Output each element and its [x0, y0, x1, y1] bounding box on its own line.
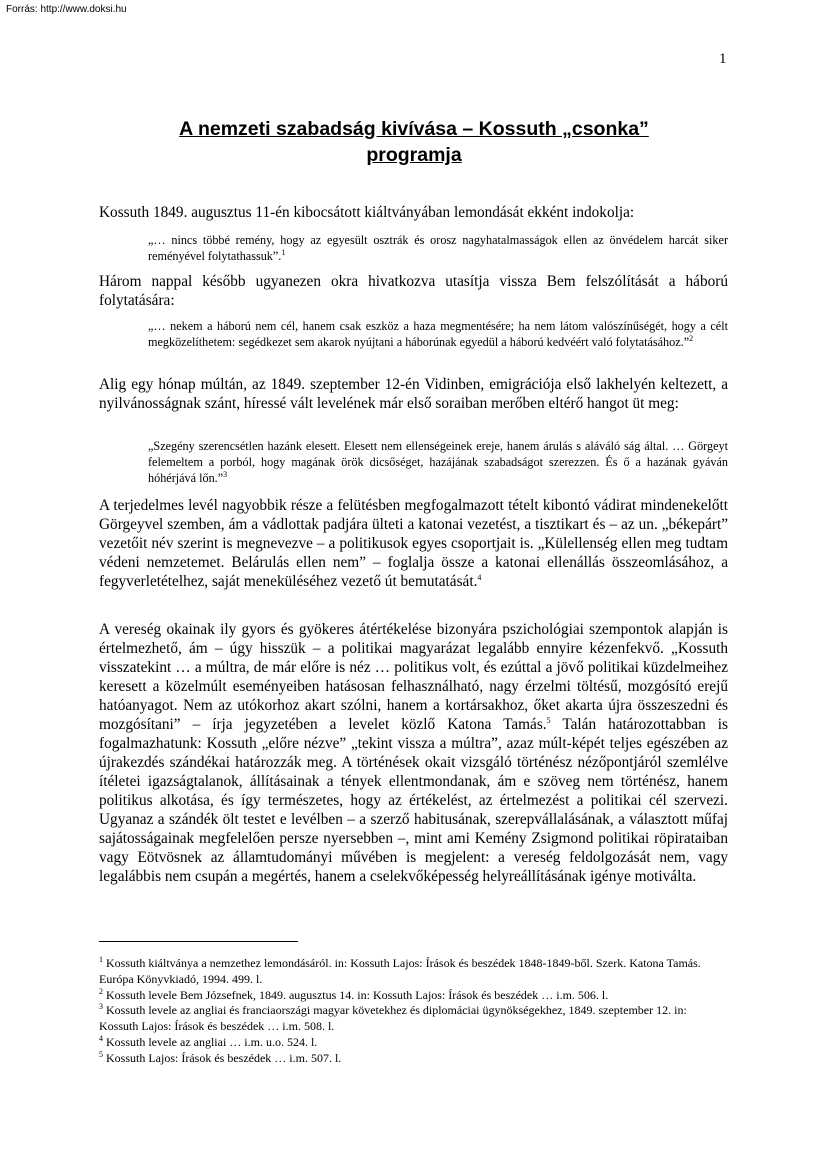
footnote-ref-5: 5	[546, 715, 551, 725]
quote-1-text: „… nincs többé remény, hogy az egyesült osztrák és orosz nagyhatalmasságok ellen az önvédelem harcát siker reményével folytathassuk”.	[148, 233, 728, 263]
title-line-1: A nemzeti szabadság kivívása – Kossuth „csonka”	[179, 118, 649, 140]
quote-2-text: „… nekem a háború nem cél, hanem csak eszköz a haza megmentésére; ha nem látom valószínűségét, hogy a célt megközelíthetem: segédkezet sem akarok nyújtani a háborúnak egyedül a háború kedvéért való folytatásához.”	[148, 319, 728, 349]
footnote-number: 2	[99, 986, 103, 996]
footnote-ref-1: 1	[281, 247, 286, 257]
paragraph-5	[99, 620, 728, 886]
paragraph-3-text: Alig egy hónap múltán, az 1849. szeptember 12-én Vidinben, emigrációja első lakhelyén keltezett, a nyilvánosságnak szánt, híressé vált levelének már első soraiban merőben eltérő hangot üt meg:	[99, 376, 728, 412]
source-url: Forrás: http://www.doksi.hu	[6, 4, 127, 15]
paragraph-2	[99, 272, 728, 310]
footnote-text: Kossuth Lajos: Írások és beszédek … i.m. 507. l.	[103, 1050, 342, 1065]
footnote-divider	[99, 941, 298, 942]
footnote-text: Kossuth kiáltványa a nemzethez lemondásáról. in: Kossuth Lajos: Írások és beszédek 1848-1849-ből. Szerk. Katona Tamás. Európa Könyvkiadó, 1994. 499. l.	[99, 956, 701, 986]
footnote-3	[99, 1003, 728, 1035]
footnote-ref-4: 4	[477, 572, 482, 582]
page-title	[120, 116, 708, 168]
footnote-text: Kossuth levele Bem Józsefnek, 1849. augusztus 14. in: Kossuth Lajos: Írások és beszédek … i.m. 506. l.	[103, 987, 609, 1002]
paragraph-3	[99, 375, 728, 413]
quote-3	[148, 438, 728, 486]
footnote-text: Kossuth levele az angliai … i.m. u.o. 524. l.	[103, 1034, 318, 1049]
quote-2	[148, 318, 728, 350]
title-line-2: programja	[366, 144, 462, 166]
paragraph-1	[99, 203, 728, 222]
footnote-text: Kossuth levele az angliai és franciaországi magyar követekhez és diplomáciai ügynökségekhez, 1849. szeptember 12. in: Kossuth Lajos: Írások és beszédek … i.m. 508. l.	[99, 1003, 687, 1034]
footnote-number: 5	[99, 1049, 103, 1059]
paragraph-5-text-b: Talán határozottabban is fogalmazhatunk: Kossuth „előre nézve” „tekint vissza a múltra”, azaz múlt-képét teljes egészében az újrakezdés szándékai határozzák meg. A történések okait vizsgáló történész nézőpontjáról szemlélve ítéletei igazságtalanok, állításainak a tények ellentmondanak, ám e szöveg nem történész, hanem politikus alkotása, és így természetes, hogy az értékelést, az értelmezést a politikai cél szervezi. Ugyanaz a szándék ölt testet e levélben – a szerző habitusának, szerepvállalásának, a választott műfaj sajátosságainak megfelelően persze nyersebben –, mint ami Kemény Zsigmond politikai röpirataiban vagy Eötvösnek az államtudományi művében is megjelent: a vereség feldolgozását nem, vagy legalábbis nem csupán a megértés, hanem a cselekvőképesség helyreállításának igénye motiválta.	[99, 716, 728, 885]
footnotes	[99, 956, 728, 1067]
footnote-4	[99, 1035, 728, 1051]
footnote-number: 1	[99, 955, 103, 964]
footnote-ref-2: 2	[689, 333, 694, 343]
paragraph-2-text: Három nappal később ugyanezen okra hivatkozva utasítja vissza Bem felszólítását a háború folytatására:	[99, 273, 728, 309]
paragraph-4	[99, 496, 728, 591]
footnote-2	[99, 988, 728, 1004]
footnote-number: 3	[99, 1002, 103, 1012]
paragraph-1-text: Kossuth 1849. augusztus 11-én kibocsátott kiáltványában lemondását ekként indokolja:	[99, 204, 635, 221]
quote-3-text: „Szegény szerencsétlen hazánk elesett. Elesett nem ellenségeinek ereje, hanem árulás s aláváló ság által. … Görgeyt felemeltem a porból, hogy magának örök dicsőséget, hazájának szabadságot szerezzen. És ő a hazának gyáván hóhérjává lőn.”	[148, 439, 728, 485]
footnote-1	[99, 956, 728, 988]
quote-1	[148, 232, 728, 264]
paragraph-5-text-a: A vereség okainak ily gyors és gyökeres átértékelése bizonyára pszichológiai szempontok alapján is értelmezhető, ám – úgy hisszük – a politikai magyarázat legalább ennyire kézenfekvő. „Kossuth visszatekint … a múltra, de már előre is néz … politikus volt, és ezúttal a jövő politikai küzdelmeihez keresett a közelmúlt eseményeiben hatásosan felhasználható, nagy érzelmi töltésű, mozgósító erejű hatóanyagot. Nem az utókorhoz akart szólni, hanem a kortársakhoz, őket akarta újra összeszedni és mozgósítani” – írja jegyzetében a levelet közlő Katona Tamás.	[99, 621, 728, 733]
paragraph-4-text: A terjedelmes levél nagyobbik része a felütésben megfogalmazott tételt kibontó vádirat mindenekelőtt Görgeyvel szemben, ám a vádlottak padjára ülteti a katonai vezetést, a tisztikart és – az un. „békepárt” vezetőit név szerint is megnevezve – a politikusok egyes csoportjait is. „Külellenség ellen meg tudtam védeni nemzetemet. Belárulás ellen nem” – foglalja össze a katonai ellenállás összeomlásához, a fegyverletételhez, saját meneküléséhez vezető út bemutatását.	[99, 497, 728, 590]
footnote-5	[99, 1051, 728, 1067]
footnote-ref-3: 3	[223, 469, 228, 479]
page-number: 1	[719, 51, 727, 67]
footnote-number: 4	[99, 1033, 103, 1043]
